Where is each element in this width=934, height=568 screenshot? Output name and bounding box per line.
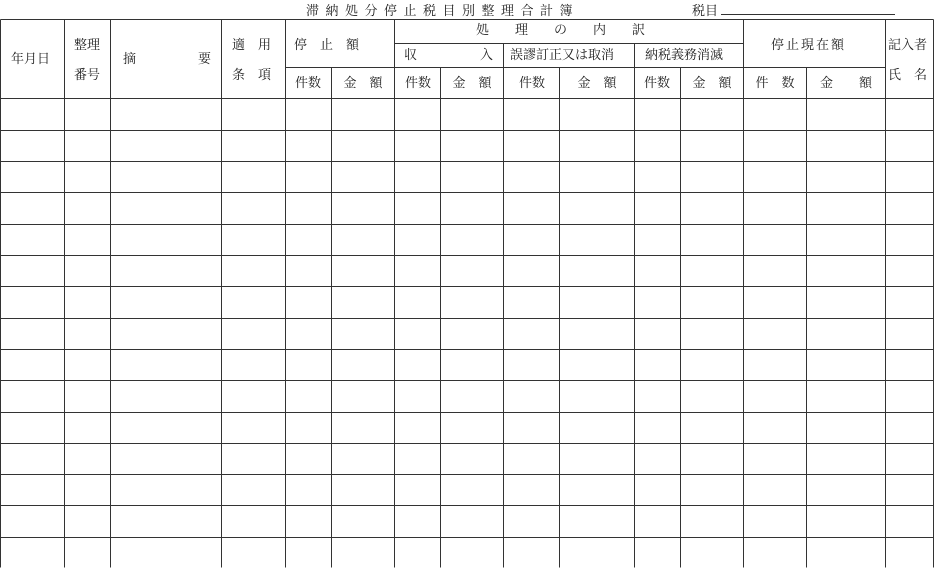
header-shunyu-left: 収 bbox=[404, 48, 418, 63]
header-shori: 処 理 の 内 訳 bbox=[476, 23, 646, 38]
sub-kensu-genzai: 件 数 bbox=[755, 76, 795, 91]
zeimoku-label: 税目 bbox=[692, 4, 719, 19]
header-teishi: 停 止 額 bbox=[294, 38, 360, 53]
sub-kingaku-shunyu: 金 額 bbox=[452, 76, 492, 91]
header-tekiyo-right: 要 bbox=[198, 52, 212, 67]
header-seiri-bottom: 番号 bbox=[74, 68, 101, 83]
header-seiri-top: 整理 bbox=[74, 38, 101, 53]
sub-kingaku-nozei: 金 額 bbox=[692, 76, 732, 91]
sub-kensu-gobyu: 件数 bbox=[518, 76, 546, 91]
form-title: 滞納処分停止税目別整理合計簿 bbox=[306, 4, 580, 19]
sub-kingaku-genzai: 金 額 bbox=[819, 76, 873, 91]
header-genzai: 停止現在額 bbox=[771, 38, 847, 53]
header-shunyu-right: 入 bbox=[480, 48, 494, 63]
sub-kingaku-gobyu: 金 額 bbox=[577, 76, 617, 91]
header-joko-bottom: 条 項 bbox=[232, 68, 272, 83]
header-joko-top: 適 用 bbox=[232, 38, 272, 53]
header-nozei: 納税義務消滅 bbox=[645, 48, 724, 63]
header-kinyu-bottom: 氏 名 bbox=[888, 68, 928, 83]
header-gobyu: 誤謬訂正又は取消 bbox=[510, 48, 615, 63]
sub-kensu-nozei: 件数 bbox=[643, 76, 671, 91]
header-date: 年月日 bbox=[11, 52, 51, 67]
sub-kingaku-teishi: 金 額 bbox=[343, 76, 383, 91]
sub-kensu-shunyu: 件数 bbox=[404, 76, 432, 91]
header-kinyu-top: 記入者 bbox=[888, 38, 928, 53]
header-tekiyo-left: 摘 bbox=[123, 52, 137, 67]
sub-kensu-teishi: 件数 bbox=[294, 76, 322, 91]
